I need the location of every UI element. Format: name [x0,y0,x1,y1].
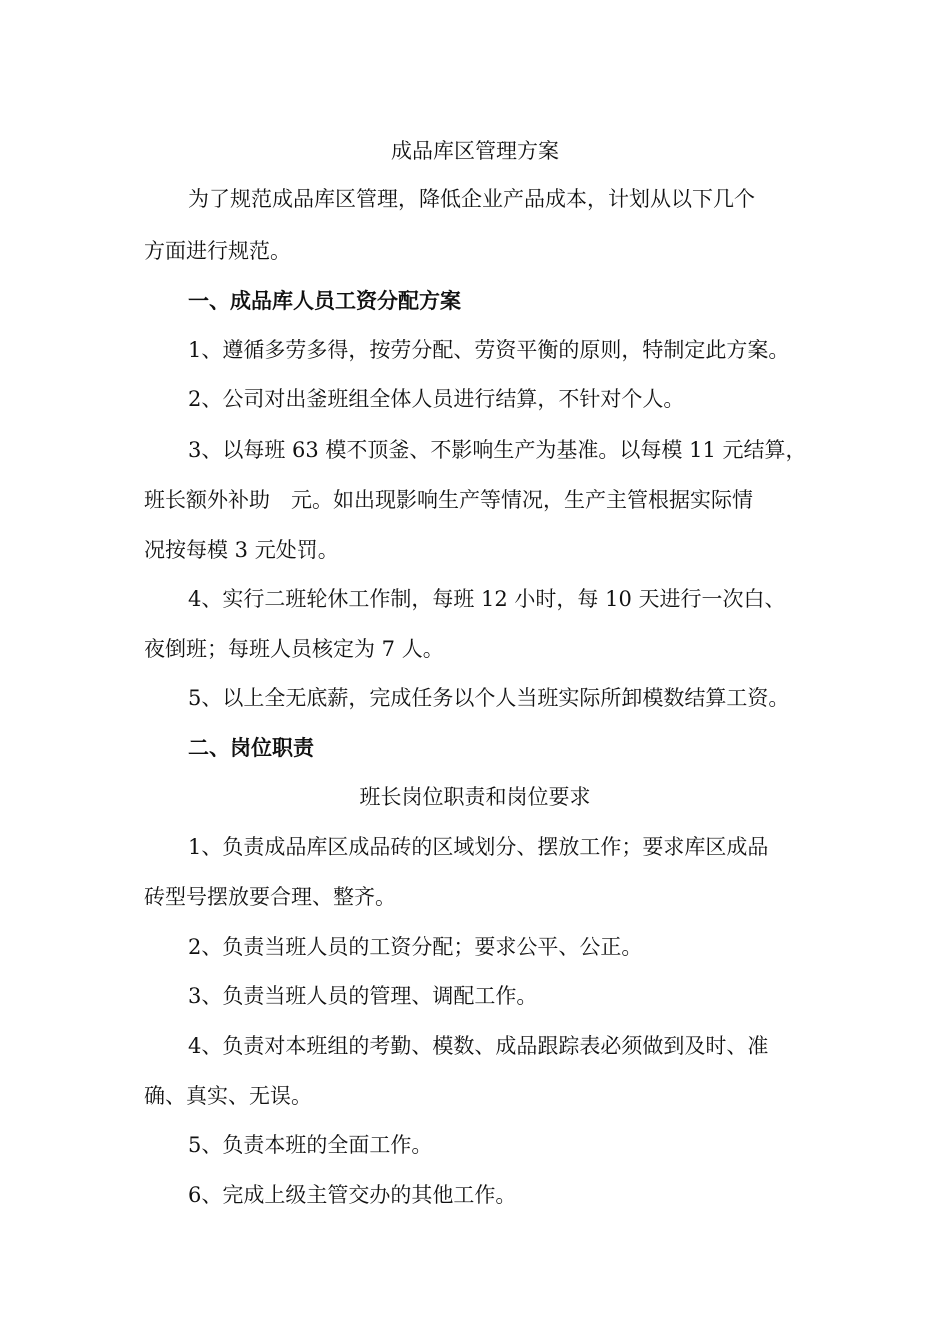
section2-heading: 二、岗位职责 [188,735,314,760]
section1-item-4-line-2: 夜倒班；每班人员核定为 7 人。 [144,637,444,661]
section1-item-3-line-3: 况按每模 3 元处罚。 [144,538,339,562]
intro-line-1: 为了规范成品库区管理，降低企业产品成本，计划从以下几个 [188,187,755,211]
section1-item-3-line-1: 3、以每班 63 模不顶釜、不影响生产为基准。以每模 11 元结算， [188,438,807,462]
section2-item-5: 5、负责本班的全面工作。 [188,1133,433,1157]
section2-subtitle: 班长岗位职责和岗位要求 [359,785,591,809]
section2-item-1-line-1: 1、负责成品库区成品砖的区域划分、摆放工作；要求库区成品 [188,835,769,859]
section1-item-5: 5、以上全无底薪，完成任务以个人当班实际所卸模数结算工资。 [188,686,790,710]
section2-item-4-line-1: 4、负责对本班组的考勤、模数、成品跟踪表必须做到及时、准 [188,1034,769,1058]
section2-item-3: 3、负责当班人员的管理、调配工作。 [188,984,538,1008]
section1-item-3-line-2: 班长额外补助 元。如出现影响生产等情况，生产主管根据实际情 [144,488,753,512]
section1-item-2: 2、公司对出釜班组全体人员进行结算，不针对个人。 [188,387,685,411]
section1-heading: 一、成品库人员工资分配方案 [188,288,461,313]
section2-item-2: 2、负责当班人员的工资分配；要求公平、公正。 [188,935,643,959]
section1-item-4-line-1: 4、实行二班轮休工作制，每班 12 小时，每 10 天进行一次白、 [188,587,786,611]
section2-item-1-line-2: 砖型号摆放要合理、整齐。 [144,885,396,909]
intro-line-2: 方面进行规范。 [144,239,291,263]
document-title: 成品库区管理方案 [391,139,559,163]
section2-item-6: 6、完成上级主管交办的其他工作。 [188,1183,517,1207]
section2-item-4-line-2: 确、真实、无误。 [144,1084,312,1108]
section1-item-1: 1、遵循多劳多得，按劳分配、劳资平衡的原则，特制定此方案。 [188,338,790,362]
